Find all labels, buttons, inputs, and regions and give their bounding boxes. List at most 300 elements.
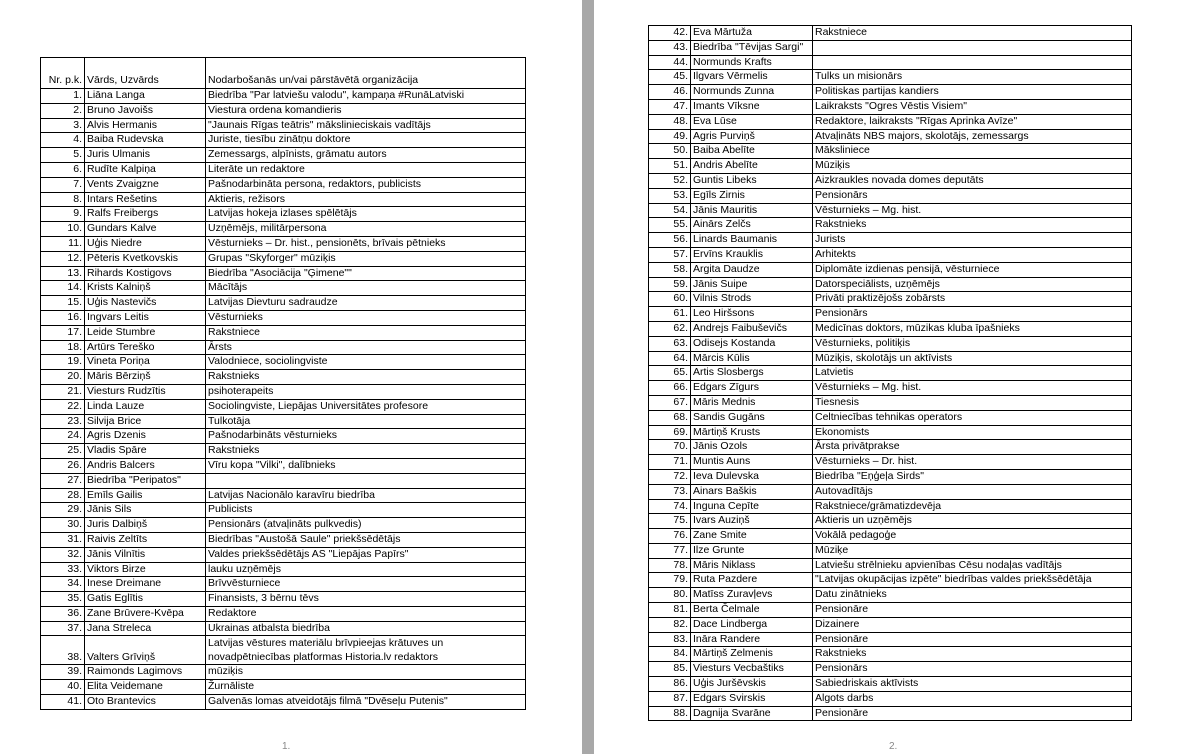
signatory-role: Brīvvēsturniece [206,577,526,592]
table-row [41,236,526,251]
signatory-name: Normunds Zunna [691,85,813,100]
row-number: 55. [649,218,691,233]
table-row [649,277,1132,292]
row-number: 29. [41,503,85,518]
signatory-role: Rakstnieks [813,218,1132,233]
signatory-role: psihoterapeits [206,384,526,399]
row-number: 27. [41,473,85,488]
row-number: 78. [649,558,691,573]
table-row [649,247,1132,262]
signatory-role: lauku uzņēmējs [206,562,526,577]
signatory-name: Juris Dalbiņš [85,518,206,533]
signatory-role: Vēsturnieks – Dr. hist. [813,455,1132,470]
row-number: 13. [41,266,85,281]
signatory-name: Uģis Nastevičs [85,296,206,311]
row-number: 20. [41,370,85,385]
signatory-role [813,40,1132,55]
row-number: 58. [649,262,691,277]
table-row [649,307,1132,322]
page-number: 1. [282,741,291,752]
signatory-name: Inguna Cepīte [691,499,813,514]
row-number: 3. [41,118,85,133]
signatory-name: Gundars Kalve [85,222,206,237]
signatory-role: Valodniece, sociolingviste [206,355,526,370]
signatory-name: Vladis Spāre [85,444,206,459]
signatory-role: Aktieris un uzņēmējs [813,514,1132,529]
row-number: 54. [649,203,691,218]
signatory-role: Literāte un redaktore [206,162,526,177]
signatory-role: Dizainere [813,617,1132,632]
signatory-role: Laikraksts "Ogres Vēstis Visiem" [813,99,1132,114]
signatory-name: Dace Lindberga [691,617,813,632]
signatory-name: Edgars Zīgurs [691,381,813,396]
signatory-role: Sociolingviste, Liepājas Universitātes profesore [206,399,526,414]
page-number: 2. [889,741,898,752]
signatory-role: Viestura ordena komandieris [206,103,526,118]
signatory-name: Zane Smite [691,529,813,544]
row-number: 17. [41,325,85,340]
row-number: 24. [41,429,85,444]
signatory-role: Rakstniece/grāmatizdevēja [813,499,1132,514]
signatory-role: Atvaļināts NBS majors, skolotājs, zemessargs [813,129,1132,144]
row-number: 25. [41,444,85,459]
table-row [41,355,526,370]
signatory-role: Grupas "Skyforger" mūziķis [206,251,526,266]
row-number: 85. [649,662,691,677]
signatory-role: Mūziķis [813,159,1132,174]
signatory-name: Artūrs Tereško [85,340,206,355]
row-number: 77. [649,543,691,558]
table-row [649,262,1132,277]
table-row [649,85,1132,100]
signatory-name: Māris Bērziņš [85,370,206,385]
table-row [41,562,526,577]
row-number: 34. [41,577,85,592]
signatory-name: Silvija Brice [85,414,206,429]
row-number: 12. [41,251,85,266]
table-row [649,484,1132,499]
signatory-role: Rakstniece [206,325,526,340]
row-number: 39. [41,665,85,680]
signatory-name: Mārcis Kūlis [691,351,813,366]
signatory-name: Raimonds Lagimovs [85,665,206,680]
row-number: 64. [649,351,691,366]
row-number: 67. [649,395,691,410]
signatory-role: Biedrība "Eņģeļa Sirds" [813,469,1132,484]
signatory-name: Ainars Baškis [691,484,813,499]
row-number: 14. [41,281,85,296]
table-row [41,636,526,665]
signatory-role: Autovadītājs [813,484,1132,499]
table-row [41,177,526,192]
table-row [649,514,1132,529]
signatory-name: Biedrība "Tēvijas Sargi" [691,40,813,55]
table-row [649,455,1132,470]
signatory-role: Politiskas partijas kandiers [813,85,1132,100]
signatory-role [206,473,526,488]
signatory-name: Ruta Pazdere [691,573,813,588]
table-row [649,691,1132,706]
signatory-name: Odisejs Kostanda [691,336,813,351]
signatory-name: Argita Daudze [691,262,813,277]
table-row [41,222,526,237]
row-number: 62. [649,321,691,336]
signatories-table-page-1 [40,57,526,710]
row-number: 59. [649,277,691,292]
signatory-role: Privāti praktizējošs zobārsts [813,292,1132,307]
signatory-name: Vineta Poriņa [85,355,206,370]
row-number: 5. [41,148,85,163]
table-row [649,573,1132,588]
table-row [649,55,1132,70]
signatory-name: Mārtiņš Zelmenis [691,647,813,662]
row-number: 30. [41,518,85,533]
table-row [649,129,1132,144]
table-row [649,26,1132,41]
table-row [649,70,1132,85]
table-row [649,706,1132,721]
signatory-name: Vilnis Strods [691,292,813,307]
table-row [41,458,526,473]
signatory-name: Jānis Vilnītis [85,547,206,562]
signatory-name: Imants Vīksne [691,99,813,114]
signatory-name: Ieva Dulevska [691,469,813,484]
signatory-role: Latvijas vēstures materiālu brīvpieejas krātuves un novadpētniecības platformas Historia.lv redaktors [206,636,526,665]
signatory-role: Tulkotāja [206,414,526,429]
signatory-role: Jurists [813,233,1132,248]
table-row [649,144,1132,159]
signatory-role: Pašnodarbināta persona, redaktors, publicists [206,177,526,192]
row-number: 75. [649,514,691,529]
row-number: 57. [649,247,691,262]
signatory-name: Ilgvars Vērmelis [691,70,813,85]
row-number: 23. [41,414,85,429]
signatory-name: Andris Balcers [85,458,206,473]
signatory-role: Galvenās lomas atveidotājs filmā "Dvēseļu Putenis" [206,695,526,710]
row-number: 18. [41,340,85,355]
row-number: 79. [649,573,691,588]
table-row [41,118,526,133]
row-number: 65. [649,366,691,381]
table-row [649,99,1132,114]
signatory-role: Ekonomists [813,425,1132,440]
signatory-role: Rakstniece [813,26,1132,41]
row-number: 35. [41,592,85,607]
table-row [41,310,526,325]
table-row [649,114,1132,129]
signatory-name: Viesturs Vecbaštiks [691,662,813,677]
signatory-name: Linda Lauze [85,399,206,414]
signatory-role: Datu zinātnieks [813,588,1132,603]
table-row [649,366,1132,381]
row-number: 42. [649,26,691,41]
signatory-role: Pensionārs [813,662,1132,677]
signatory-name: Uģis Niedre [85,236,206,251]
row-number: 8. [41,192,85,207]
table-row [649,292,1132,307]
signatory-name: Liāna Langa [85,89,206,104]
row-number: 47. [649,99,691,114]
signatory-role: Tulks un misionārs [813,70,1132,85]
table-row [649,469,1132,484]
table-row [41,473,526,488]
signatory-name: Guntis Libeks [691,173,813,188]
signatory-name: Artis Slosbergs [691,366,813,381]
signatory-role: Redaktore, laikraksts "Rīgas Aprinka Avīze" [813,114,1132,129]
table-row [41,103,526,118]
row-number: 49. [649,129,691,144]
signatory-role: Žurnāliste [206,680,526,695]
table-row [41,192,526,207]
row-number: 71. [649,455,691,470]
table-row [41,296,526,311]
row-number: 72. [649,469,691,484]
signatory-name: Uģis Juršēvskis [691,677,813,692]
table-row [649,647,1132,662]
signatory-role: Vēsturnieks – Mg. hist. [813,203,1132,218]
table-row [41,429,526,444]
row-number: 87. [649,691,691,706]
row-number: 33. [41,562,85,577]
table-row [649,351,1132,366]
table-row [649,617,1132,632]
signatory-name: Ervīns Krauklis [691,247,813,262]
signatory-name: Matīss Zuravļevs [691,588,813,603]
table-row [649,321,1132,336]
row-number: 51. [649,159,691,174]
row-number: 56. [649,233,691,248]
signatory-name: Andris Abelīte [691,159,813,174]
table-header-row [41,58,526,89]
signatory-role: Valdes priekšsēdētājs AS "Liepājas Papīrs" [206,547,526,562]
signatory-name: Jana Streleca [85,621,206,636]
signatory-name: Jānis Ozols [691,440,813,455]
signatory-role: Vokālā pedagoģe [813,529,1132,544]
table-row [41,444,526,459]
signatory-name: Egīls Zirnis [691,188,813,203]
signatories-table-page-2 [648,25,1132,721]
table-row [649,440,1132,455]
row-number: 26. [41,458,85,473]
signatory-role: Celtniecības tehnikas operators [813,410,1132,425]
row-number: 66. [649,381,691,396]
signatory-role: Vēsturnieks [206,310,526,325]
table-row [41,695,526,710]
table-row [41,384,526,399]
row-number: 86. [649,677,691,692]
signatory-name: Viktors Birze [85,562,206,577]
signatory-role: Biedrība "Par latviešu valodu", kampaņa #RunāLatviski [206,89,526,104]
row-number: 37. [41,621,85,636]
signatory-name: Mārtiņš Krusts [691,425,813,440]
table-row [649,159,1132,174]
row-number: 7. [41,177,85,192]
signatory-name: Ralfs Freibergs [85,207,206,222]
table-row [649,336,1132,351]
signatory-role: Uzņēmējs, militārpersona [206,222,526,237]
row-number: 50. [649,144,691,159]
signatory-role: Biedrības "Austošā Saule" priekšsēdētājs [206,532,526,547]
row-number: 69. [649,425,691,440]
signatory-role: Arhitekts [813,247,1132,262]
table-row [649,410,1132,425]
signatory-role: Latviešu strēlnieku apvienības Cēsu nodaļas vadītājs [813,558,1132,573]
table-row [41,680,526,695]
row-number: 36. [41,606,85,621]
signatory-name: Māris Niklass [691,558,813,573]
signatory-name: Ilze Grunte [691,543,813,558]
signatory-name: Leo Hiršsons [691,307,813,322]
signatory-name: Edgars Svirskis [691,691,813,706]
table-row [41,133,526,148]
signatory-role: Latvijas hokeja izlases spēlētājs [206,207,526,222]
row-number: 2. [41,103,85,118]
row-number: 81. [649,603,691,618]
row-number: 16. [41,310,85,325]
table-row [649,173,1132,188]
signatory-role: Ārsta privātprakse [813,440,1132,455]
signatory-name: Biedrība "Peripatos" [85,473,206,488]
signatory-role: Pašnodarbināts vēsturnieks [206,429,526,444]
row-number: 4. [41,133,85,148]
table-row [41,592,526,607]
signatory-name: Emīls Gailis [85,488,206,503]
signatory-name: Normunds Krafts [691,55,813,70]
row-number: 52. [649,173,691,188]
signatory-role: Algots darbs [813,691,1132,706]
row-number: 83. [649,632,691,647]
signatory-name: Intars Rešetins [85,192,206,207]
table-row [649,395,1132,410]
table-row [41,89,526,104]
signatory-name: Ivars Auziņš [691,514,813,529]
signatory-role: Ukrainas atbalsta biedrība [206,621,526,636]
header-number: Nr. p.k. [41,58,85,89]
signatory-role: Pensionārs (atvaļināts pulkvedis) [206,518,526,533]
table-row [649,203,1132,218]
table-row [41,547,526,562]
signatory-name: Krists Kalniņš [85,281,206,296]
signatory-role: Pensionāre [813,603,1132,618]
row-number: 73. [649,484,691,499]
signatory-name: Ainārs Zelčs [691,218,813,233]
row-number: 68. [649,410,691,425]
row-number: 76. [649,529,691,544]
signatory-role: Vēsturnieks, politiķis [813,336,1132,351]
signatory-name: Muntis Auns [691,455,813,470]
signatory-name: Sandis Gugāns [691,410,813,425]
signatory-name: Inese Dreimane [85,577,206,592]
signatory-name: Bruno Javoišs [85,103,206,118]
signatory-role: Datorspeciālists, uzņēmējs [813,277,1132,292]
table-row [649,529,1132,544]
row-number: 74. [649,499,691,514]
signatory-role: "Latvijas okupācijas izpēte" biedrības valdes priekšsēdētāja [813,573,1132,588]
page-gap [582,0,594,754]
signatory-name: Berta Čelmale [691,603,813,618]
table-row [41,325,526,340]
signatory-name: Andrejs Faibuševičs [691,321,813,336]
row-number: 60. [649,292,691,307]
table-row [41,503,526,518]
table-row [41,414,526,429]
signatory-role: Vēsturnieks – Mg. hist. [813,381,1132,396]
signatory-role: Rakstnieks [206,444,526,459]
row-number: 9. [41,207,85,222]
row-number: 28. [41,488,85,503]
row-number: 22. [41,399,85,414]
table-row [649,425,1132,440]
row-number: 43. [649,40,691,55]
table-row [649,499,1132,514]
row-number: 10. [41,222,85,237]
table-row [649,603,1132,618]
signatory-name: Baiba Rudevska [85,133,206,148]
signatory-role: Biedrība "Asociācija "Ģimene"" [206,266,526,281]
signatory-name: Jānis Suipe [691,277,813,292]
signatory-name: Alvis Hermanis [85,118,206,133]
table-row [649,662,1132,677]
table-row [41,399,526,414]
row-number: 32. [41,547,85,562]
signatory-name: Agris Dzenis [85,429,206,444]
signatory-role: Mācītājs [206,281,526,296]
signatory-role: Latvietis [813,366,1132,381]
signatory-name: Vents Zvaigzne [85,177,206,192]
table-row [41,621,526,636]
signatory-role: Aizkraukles novada domes deputāts [813,173,1132,188]
signatory-name: Juris Ulmanis [85,148,206,163]
row-number: 46. [649,85,691,100]
table-row [41,370,526,385]
signatory-role: Juriste, tiesību zinātņu doktore [206,133,526,148]
row-number: 6. [41,162,85,177]
signatory-name: Oto Brantevics [85,695,206,710]
table-row [649,677,1132,692]
table-row [649,233,1132,248]
row-number: 31. [41,532,85,547]
signatory-role: Latvijas Dievturu sadraudze [206,296,526,311]
signatory-name: Jānis Sils [85,503,206,518]
row-number: 11. [41,236,85,251]
signatory-role: Pensionārs [813,307,1132,322]
row-number: 44. [649,55,691,70]
signatory-name: Valters Grīviņš [85,636,206,665]
signatory-name: Māris Mednis [691,395,813,410]
signatory-name: Dagnija Svarāne [691,706,813,721]
signatory-role: Finansists, 3 bērnu tēvs [206,592,526,607]
table-row [649,40,1132,55]
table-row [41,340,526,355]
table-row [41,207,526,222]
document-page-2 [594,0,1192,754]
signatory-role: Rakstnieks [206,370,526,385]
table-row [41,532,526,547]
table-row [41,606,526,621]
signatory-role: Tiesnesis [813,395,1132,410]
signatory-name: Raivis Zeltīts [85,532,206,547]
signatory-role [813,55,1132,70]
row-number: 61. [649,307,691,322]
row-number: 38. [41,636,85,665]
signatory-name: Ingvars Leitis [85,310,206,325]
row-number: 41. [41,695,85,710]
signatory-role: Redaktore [206,606,526,621]
signatory-role: Mūziķe [813,543,1132,558]
signatory-role: Vīru kopa "Vilki", dalībnieks [206,458,526,473]
signatory-name: Viesturs Rudzītis [85,384,206,399]
row-number: 63. [649,336,691,351]
